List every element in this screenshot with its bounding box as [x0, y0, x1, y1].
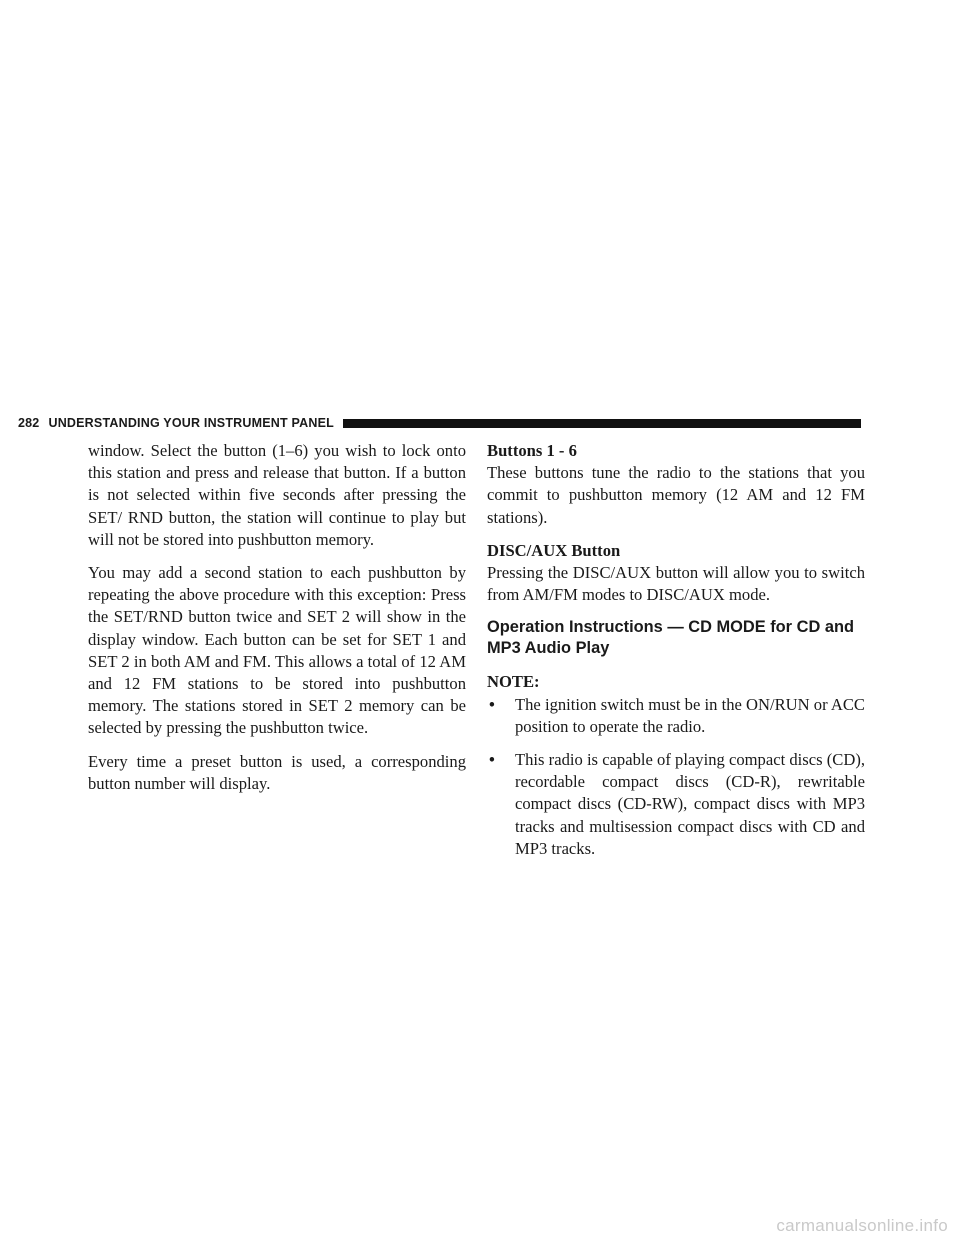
- note-label: NOTE:: [487, 672, 540, 692]
- bullet-icon: •: [489, 694, 495, 714]
- page-number: 282: [18, 416, 40, 430]
- cd-mode-section-heading: Operation Instructions — CD MODE for CD and MP3 Audio Play: [487, 618, 854, 658]
- list-item: [487, 694, 865, 738]
- section-title: UNDERSTANDING YOUR INSTRUMENT PANEL: [48, 416, 334, 430]
- bullet-icon: •: [489, 750, 495, 770]
- header-rule: [343, 419, 861, 428]
- paragraph-continuation: window. Select the button (1–6) you wish to lock onto this station and press and release that button. If a button is not selected within five seconds after pressing the SET/ RND button, the station will continue to play but will not be stored into pushbutton memory.: [88, 441, 466, 549]
- paragraph-second-station: You may add a second station to each pushbutton by repeating the above procedure with this exception: Press the SET/RND button twice and SET 2 will show in the display window. Each button can be set for SET 1 and SET 2 in both AM and FM. This allows a total of 12 AM and 12 FM stations to be stored into pushbutton memory. The stations stored in SET 2 memory can be selected by pressing the pushbutton twice.: [88, 563, 466, 738]
- page-header: [18, 414, 861, 432]
- bullet-text: This radio is capable of playing compact discs (CD), recordable compact discs (CD-R), rewritable compact discs (CD-RW), compact discs with MP3 tracks and multisession compact discs with CD and MP3 tracks.: [515, 750, 865, 858]
- watermark: carmanualsonline.info: [776, 1216, 948, 1235]
- disc-aux-heading: DISC/AUX Button: [487, 540, 621, 560]
- disc-aux-text: Pressing the DISC/AUX button will allow you to switch from AM/FM modes to DISC/AUX mode.: [487, 563, 865, 605]
- list-item: [487, 749, 865, 860]
- left-column: [88, 440, 466, 806]
- right-column: [487, 440, 865, 871]
- paragraph-preset-display: Every time a preset button is used, a corresponding button number will display.: [88, 751, 466, 793]
- note-list: [487, 694, 865, 860]
- bullet-text: The ignition switch must be in the ON/RUN or ACC position to operate the radio.: [515, 694, 865, 736]
- buttons-text: These buttons tune the radio to the stations that you commit to pushbutton memory (12 AM and 12 FM stations).: [487, 463, 865, 527]
- buttons-heading: Buttons 1 - 6: [487, 441, 577, 460]
